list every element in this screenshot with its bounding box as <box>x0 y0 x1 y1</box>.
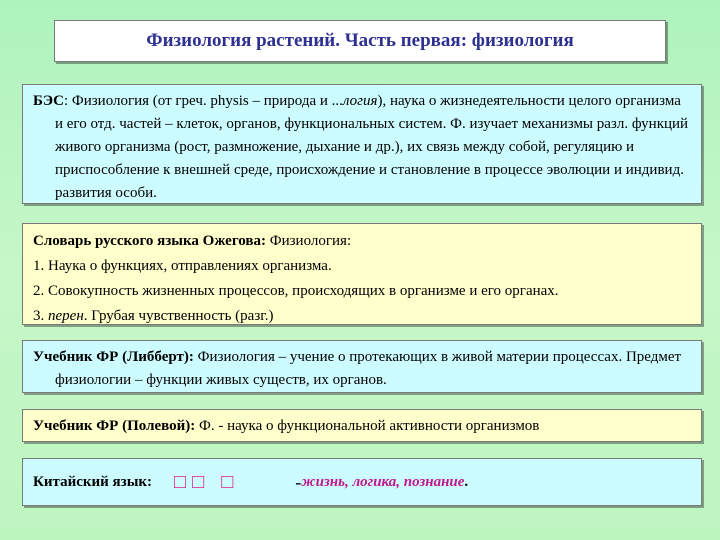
page-title: Физиология растений. Часть первая: физиология <box>146 30 574 51</box>
chinese-label: Китайский язык: <box>33 473 153 490</box>
polevoy-text: Ф. - наука о функциональной активности организмов <box>195 418 540 434</box>
libbert-definition-box <box>22 340 702 393</box>
bes-text-after: ), наука о жизнедеятельности целого организма и его отд. частей – клеток, органов, функциональных систем. Ф. изучает механизмы разл. функций живого организма (рост, размножение, дыхание и др.), их связь между собой, регуляцию и приспособление к внешней среде, происхождение и становление в процессе эволюции и индивид. развития особи. <box>55 93 689 201</box>
bes-text-before: Физиология (от греч. physis – природа и ... <box>71 93 343 109</box>
chinese-period: . <box>464 473 469 490</box>
ozhegov-item-1: 1. Наука о функциях, отправлениях организма. <box>33 258 332 274</box>
bes-definition-text <box>33 90 691 205</box>
title-box <box>54 20 666 62</box>
ozhegov-definition-box <box>22 223 702 325</box>
ozhegov-item-3-italic: перен <box>48 308 84 324</box>
libbert-label: Учебник ФР (Либберт): <box>33 349 194 365</box>
ozhegov-item-3-text: . Грубая чувственность (разг.) <box>83 308 274 324</box>
chinese-dash: - <box>295 471 302 492</box>
ozhegov-word: Физиология: <box>266 233 352 249</box>
polevoy-definition-text <box>33 416 691 436</box>
chinese-glyphs: □□ □ <box>174 470 240 493</box>
bes-colon: : <box>63 93 72 109</box>
libbert-text: Физиология – учение о протекающих в живой материи процессах. Предмет физиологии – функции живых существ, их органов. <box>55 349 682 388</box>
polevoy-definition-box <box>22 409 702 442</box>
ozhegov-item-3 <box>33 304 691 329</box>
libbert-definition-text <box>33 346 691 392</box>
chinese-definition-box <box>22 458 702 506</box>
ozhegov-item-3-num: 3. <box>33 308 48 324</box>
ozhegov-heading <box>33 229 691 254</box>
ozhegov-label: Словарь русского языка Ожегова: <box>33 233 266 249</box>
polevoy-label: Учебник ФР (Полевой): <box>33 418 196 434</box>
bes-label: БЭС <box>33 93 64 109</box>
ozhegov-item-2: 2. Совокупность жизненных процессов, происходящих в организме и его органах. <box>33 283 559 299</box>
bes-italic: логия <box>342 93 378 109</box>
bes-definition-box <box>22 84 702 204</box>
chinese-meaning: жизнь, логика, познание <box>301 473 465 490</box>
